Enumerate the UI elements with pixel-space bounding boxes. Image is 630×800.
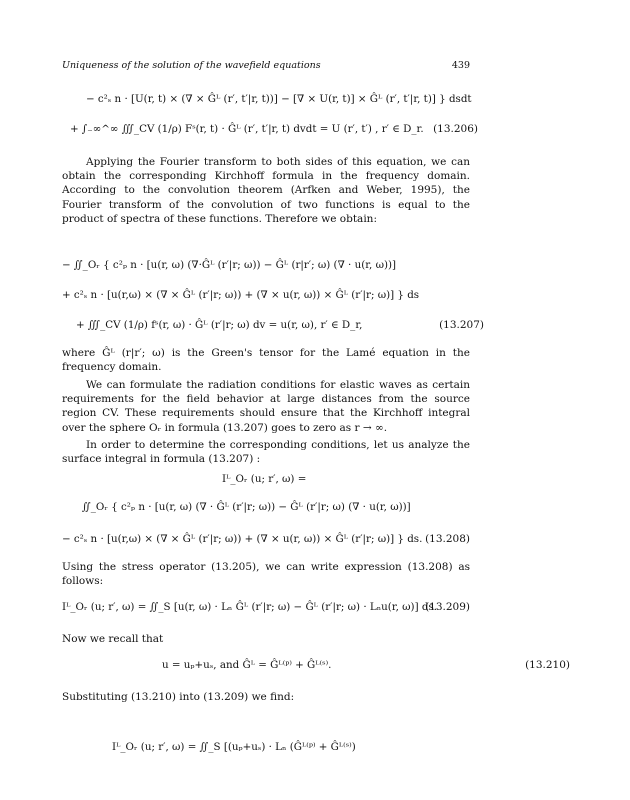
equation-number: (13.207) bbox=[439, 319, 484, 331]
paragraph: Applying the Fourier transform to both sides of this equation, we can obtain the corresponding Kirchhoff formula in the frequency domain. According to the convolution theorem (Arfken and Weber, 1995), the Fourier transform of the convolution of two functions is equal to the product of spectra of these functions. Therefore we obtain: bbox=[62, 156, 470, 225]
paragraph: In order to determine the corresponding conditions, let us analyze the surface integral in formula (13.207) : bbox=[62, 439, 470, 466]
equation-line bbox=[62, 740, 520, 754]
equation-text: Iᴸ_Oᵣ (u; r′, ω) = ∬_S [u(r, ω) · Lₙ Ĝᴸ (r′|r; ω) − Ĝᴸ (r′|r; ω) · Lₙu(r, ω)] ds. bbox=[62, 601, 438, 613]
paragraph: Substituting (13.210) into (13.209) we find: bbox=[62, 691, 295, 703]
paragraph: Using the stress operator (13.205), we can write expression (13.208) as follows: bbox=[62, 561, 470, 588]
equation-line bbox=[62, 122, 478, 136]
equation-number: (13.206) bbox=[433, 123, 478, 135]
running-header bbox=[62, 60, 470, 71]
equation-text: ∬_Oᵣ { c²ₚ n · [u(r, ω) (∇ · Ĝᴸ (r′|r; ω)) − Ĝᴸ (r′|r; ω) (∇ · u(r, ω))] bbox=[82, 501, 411, 513]
equation-text: + ∫₋∞^∞ ∭_CV (1/ρ) Fˢ(r, t) · Ĝᴸ (r′, t′|r, t) dvdt = U (r′, t′) , r′ ∈ D_r. bbox=[70, 123, 424, 135]
equation-line bbox=[62, 92, 494, 106]
paragraph: We can formulate the radiation conditions for elastic waves as certain requirements for the field behavior at large distances from the source region CV. These requirements should ensure that the Kirchhoff integral over the sphere Oᵣ in formula (13.207) goes to zero as r → ∞. bbox=[62, 379, 470, 434]
equation-text: − c²ₛ n · [U(r, t) × (∇ × Ĝᴸ (r′, t′|r, t))] − [∇ × U(r, t)] × Ĝᴸ (r′, t′|r, t)] } dsdt bbox=[86, 93, 472, 105]
equation-line bbox=[62, 600, 470, 614]
equation-line bbox=[62, 258, 470, 272]
equation-text: + ∭_CV (1/ρ) fˢ(r, ω) · Ĝᴸ (r′|r; ω) dv = u(r, ω), r′ ∈ D_r, bbox=[76, 319, 363, 331]
equation-text: Iᴸ_Oᵣ (u; r′, ω) = bbox=[222, 473, 307, 485]
equation-line bbox=[62, 288, 470, 302]
paragraph: where Ĝᴸ (r|r′; ω) is the Green's tensor for the Lamé equation in the frequency domain. bbox=[62, 347, 470, 374]
equation-number: (13.209) bbox=[425, 601, 470, 613]
equation-line bbox=[62, 500, 490, 514]
page-number: 439 bbox=[451, 60, 470, 71]
running-title: Uniqueness of the solution of the wavefield equations bbox=[62, 60, 321, 71]
equation-line bbox=[62, 658, 570, 672]
equation-number: (13.210) bbox=[525, 659, 570, 671]
equation-line bbox=[62, 318, 484, 332]
equation-number: (13.208) bbox=[425, 533, 470, 545]
equation-text: − c²ₛ n · [u(r,ω) × (∇ × Ĝᴸ (r′|r; ω)) + (∇ × u(r, ω)) × Ĝᴸ (r′|r; ω)] } ds. bbox=[62, 533, 423, 545]
equation-line bbox=[62, 472, 630, 486]
equation-text: − ∬_Oᵣ { c²ₚ n · [u(r, ω) (∇·Ĝᴸ (r′|r; ω)) − Ĝᴸ (r|r′; ω) (∇ · u(r, ω))] bbox=[62, 259, 397, 271]
paragraph: Now we recall that bbox=[62, 633, 164, 645]
equation-text: u = uₚ+uₛ, and Ĝᴸ = Ĝᴸ⁽ᵖ⁾ + Ĝᴸ⁽ˢ⁾. bbox=[162, 659, 332, 671]
equation-text: + c²ₛ n · [u(r,ω) × (∇ × Ĝᴸ (r′|r; ω)) + (∇ × u(r, ω)) × Ĝᴸ (r′|r; ω)] } ds bbox=[62, 289, 420, 301]
equation-text: Iᴸ_Oᵣ (u; r′, ω) = ∬_S [(uₚ+uₛ) · Lₙ (Ĝᴸ⁽ᵖ⁾ + Ĝᴸ⁽ˢ⁾) bbox=[112, 741, 356, 753]
equation-line bbox=[62, 532, 470, 546]
